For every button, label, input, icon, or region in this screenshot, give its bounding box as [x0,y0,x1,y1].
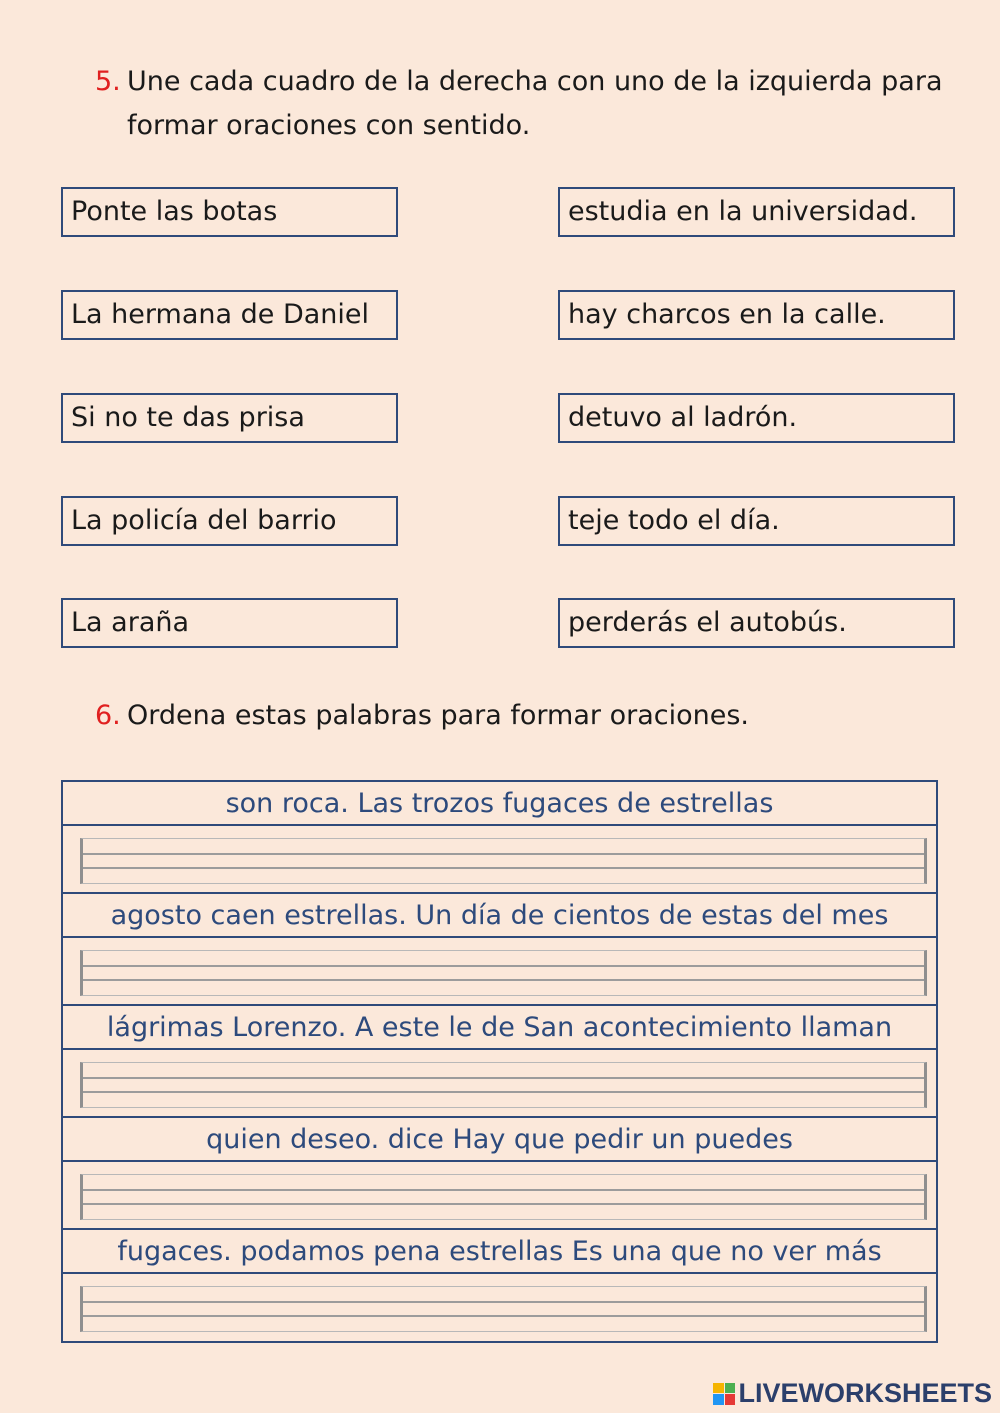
left-box-5[interactable]: La araña [61,598,398,648]
answer-input-4[interactable] [80,1174,927,1220]
question-number: 5. [95,66,121,97]
liveworksheets-brand[interactable] [713,1378,992,1409]
instruction-line-1: Une cada cuadro de la derecha con uno de la izquierda para [127,66,943,97]
answer-input-1[interactable] [80,838,927,884]
instruction: Ordena estas palabras para formar oraciones. [127,700,749,731]
answer-row-1 [63,826,936,894]
right-box-2[interactable]: hay charcos en la calle. [558,290,955,340]
left-box-3[interactable]: Si no te das prisa [61,393,398,443]
answer-row-5 [63,1274,936,1342]
logo-square-2 [725,1383,736,1394]
answer-row-4 [63,1162,936,1230]
instruction-line-2: formar oraciones con sentido. [127,110,531,141]
liveworksheets-logo-icon [713,1383,735,1405]
answer-input-2[interactable] [80,950,927,996]
question-6-heading [95,694,947,738]
answer-row-3 [63,1050,936,1118]
right-box-3[interactable]: detuvo al ladrón. [558,393,955,443]
answer-input-5[interactable] [80,1286,927,1332]
question-number: 6. [95,700,121,731]
logo-square-3 [713,1394,724,1405]
answer-input-3[interactable] [80,1062,927,1108]
logo-square-4 [725,1394,736,1405]
right-box-4[interactable]: teje todo el día. [558,496,955,546]
word-prompt-3: lágrimas Lorenzo. A este le de San acontecimiento llaman [63,1006,936,1050]
right-box-5[interactable]: perderás el autobús. [558,598,955,648]
answer-row-2 [63,938,936,1006]
right-box-1[interactable]: estudia en la universidad. [558,187,955,237]
brand-text: LIVEWORKSHEETS [738,1378,992,1408]
word-prompt-2: agosto caen estrellas. Un día de cientos de estas del mes [63,894,936,938]
word-prompt-5: fugaces. podamos pena estrellas Es una que no ver más [63,1230,936,1274]
logo-square-1 [713,1383,724,1394]
left-box-2[interactable]: La hermana de Daniel [61,290,398,340]
word-prompt-4: quien deseo. dice Hay que pedir un puedes [63,1118,936,1162]
word-prompt-1: son roca. Las trozos fugaces de estrellas [63,782,936,826]
left-box-1[interactable]: Ponte las botas [61,187,398,237]
question-5-heading [95,60,947,148]
left-box-4[interactable]: La policía del barrio [61,496,398,546]
order-table [61,780,938,1343]
